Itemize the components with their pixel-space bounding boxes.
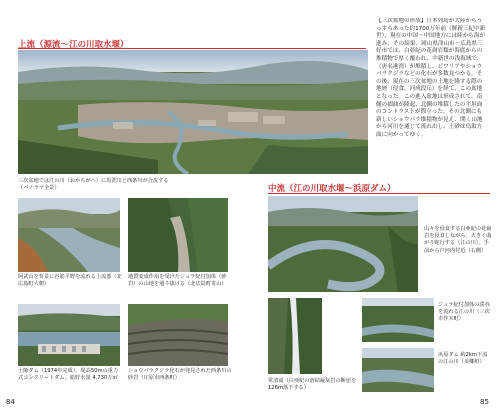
kake-river-photo bbox=[18, 198, 120, 272]
caption-rock: ショウバラクジラ化石が発見された西条川の砂岩（庄原市西条町） bbox=[128, 368, 232, 382]
caption-gorge: ジュラ紀付加体の渓谷を流れる江の川（三次市作木町） bbox=[438, 302, 490, 323]
caption-meander: 山々を侵食する白亜紀の花崗岩を侵食しながら、大きく曲がり蛇行する（江の川）。手前から戸河内付近（右側） bbox=[424, 226, 492, 254]
caption-panorama: 三次盆地では江の川（おかちがへ）に馬洗川と西条川が合流する（パノラマ全景） bbox=[18, 178, 169, 192]
jurassic-valley-photo bbox=[128, 198, 228, 272]
section-rule-middle bbox=[268, 193, 490, 194]
haji-dam-photo bbox=[18, 304, 120, 366]
sidebar-note: 【三次盆地の形成】日本列島が大陸からうっすらあった約1700万年前（鮮新三紀中新世）、現在の中国〜中国地方には陸から海が進み、その結果、岡山県津山市〜広島県三好市では、白亜紀の花崗岩類が海底からの堆積物で厚く覆われ、中新世の浅海域で、（唐名港湾）が堆積し、ビワリアやショウバラクジラなどの化石が多数見つかる。その後、現在の三次盆地の土地を隆する際の地層（侵食、河成段丘）を経て、この盆地となった。この進入盆地は形成されて、南側の褶曲が隆起、北側の堆積したの平坦面のコントラストが際立った。その北側にも新しいショウバラ堆積物が見え、開く山地から河川を通じて流れ出し、土砂は鳥取方面に向かってゆく。 bbox=[376, 18, 486, 138]
caption-jurassic: 地質変成作用を受けたジュラ紀付加体（砂岩）の山地を通り抜ける（北広島町寄山） bbox=[128, 274, 227, 288]
waterfall-photo bbox=[268, 298, 322, 374]
hamahara-photo bbox=[362, 348, 434, 392]
panorama-photo bbox=[18, 50, 368, 174]
caption-hamahara: 浜原ダム 約2km下流の江の川（美郷町） bbox=[438, 352, 488, 366]
page-number-left: 84 bbox=[6, 398, 15, 406]
caption-waterfall: 常清滝（白亜紀の溶結凝灰岩の断崖を126m落下する） bbox=[268, 378, 357, 392]
section-rule-upper bbox=[18, 48, 366, 49]
page-number-right: 85 bbox=[480, 398, 489, 406]
sandstone-rock-photo bbox=[128, 304, 228, 366]
section-title-middle: 中流（江の川取水堰〜浜原ダム） bbox=[268, 184, 396, 194]
gorge-photo bbox=[362, 298, 434, 342]
meander-photo bbox=[268, 196, 418, 292]
section-title-upper: 上流（源流〜江の川取水堰） bbox=[18, 40, 129, 50]
caption-dam: 土師ダム（1974年完成）。堤高50mの重力式コンクリートダム。総貯水量 4,730万㎥ bbox=[18, 368, 119, 382]
caption-kake: 阿武山を背景に谷筋平野を流れる上流部（北広島町大朝） bbox=[18, 274, 122, 288]
